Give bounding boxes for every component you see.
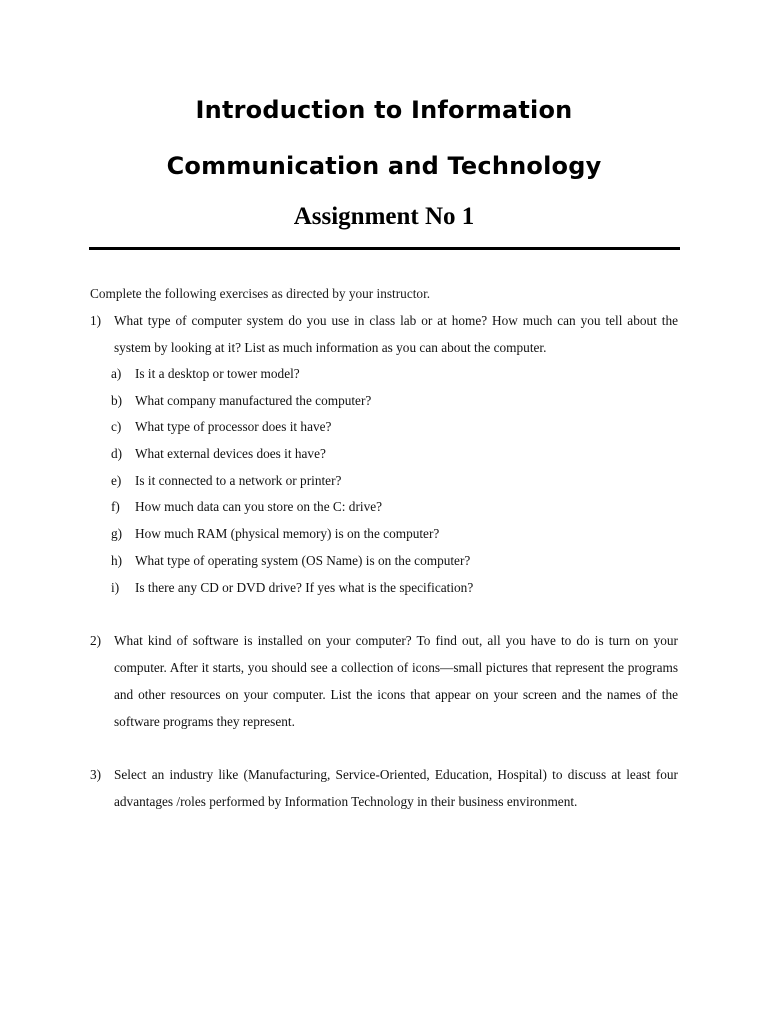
list-item-letter: e): [111, 472, 122, 488]
list-item-letter: f): [111, 499, 120, 515]
list-item: [111, 387, 671, 414]
list-item: [111, 574, 671, 601]
list-item-letter: g): [111, 526, 123, 542]
question-number: 1): [90, 313, 102, 328]
question-text: What type of computer system do you use in class lab or at home? How much can you tell about the system by looking at it? List as much information as you can about the computer.: [114, 313, 678, 355]
list-item: [111, 467, 671, 494]
document-title-line-1: Introduction to Information: [195, 96, 573, 124]
question-text: Select an industry like (Manufacturing, Service-Oriented, Education, Hospital) to discuss at least four advantages /roles performed by Information Technology in their business environment.: [114, 767, 678, 809]
list-item-text: Is it a desktop or tower model?: [135, 366, 300, 381]
document-title-line-2: Communication and Technology: [166, 152, 602, 180]
list-item: [111, 520, 671, 547]
intro-instructions: Complete the following exercises as directed by your instructor.: [90, 286, 431, 301]
list-item-letter: i): [111, 579, 120, 595]
list-item-letter: c): [111, 419, 122, 435]
list-item-text: What company manufactured the computer?: [135, 392, 372, 408]
list-item: [111, 547, 671, 574]
question-number: 2): [90, 633, 102, 648]
list-item: [111, 440, 671, 467]
list-item-text: What type of processor does it have?: [135, 419, 332, 435]
list-item-text: Is there any CD or DVD drive? If yes what is the specification?: [135, 579, 474, 595]
question-number: 3): [90, 767, 102, 782]
list-item-text: Is it connected to a network or printer?: [135, 472, 342, 488]
list-item-letter: a): [111, 366, 122, 381]
list-item-text: What type of operating system (OS Name) is on the computer?: [135, 552, 471, 568]
list-item-text: How much RAM (physical memory) is on the computer?: [135, 526, 440, 542]
heading-divider: [89, 247, 680, 250]
list-item: [111, 493, 671, 520]
list-item-letter: b): [111, 392, 123, 408]
question-1-subitems: [111, 360, 671, 600]
list-item-letter: h): [111, 552, 123, 568]
list-item-text: What external devices does it have?: [135, 446, 326, 462]
list-item: [111, 413, 671, 440]
list-item-text: How much data can you store on the C: drive?: [135, 499, 383, 515]
list-item-letter: d): [111, 446, 123, 462]
question-text: What kind of software is installed on your computer? To find out, all you have to do is turn on your computer. After it starts, you should see a collection of icons—small pictures that represent the programs and other resources on your computer. List the icons that appear on your screen and the names of the software programs they represent.: [114, 633, 678, 729]
assignment-heading: Assignment No 1: [293, 203, 475, 230]
list-item: [111, 360, 671, 387]
